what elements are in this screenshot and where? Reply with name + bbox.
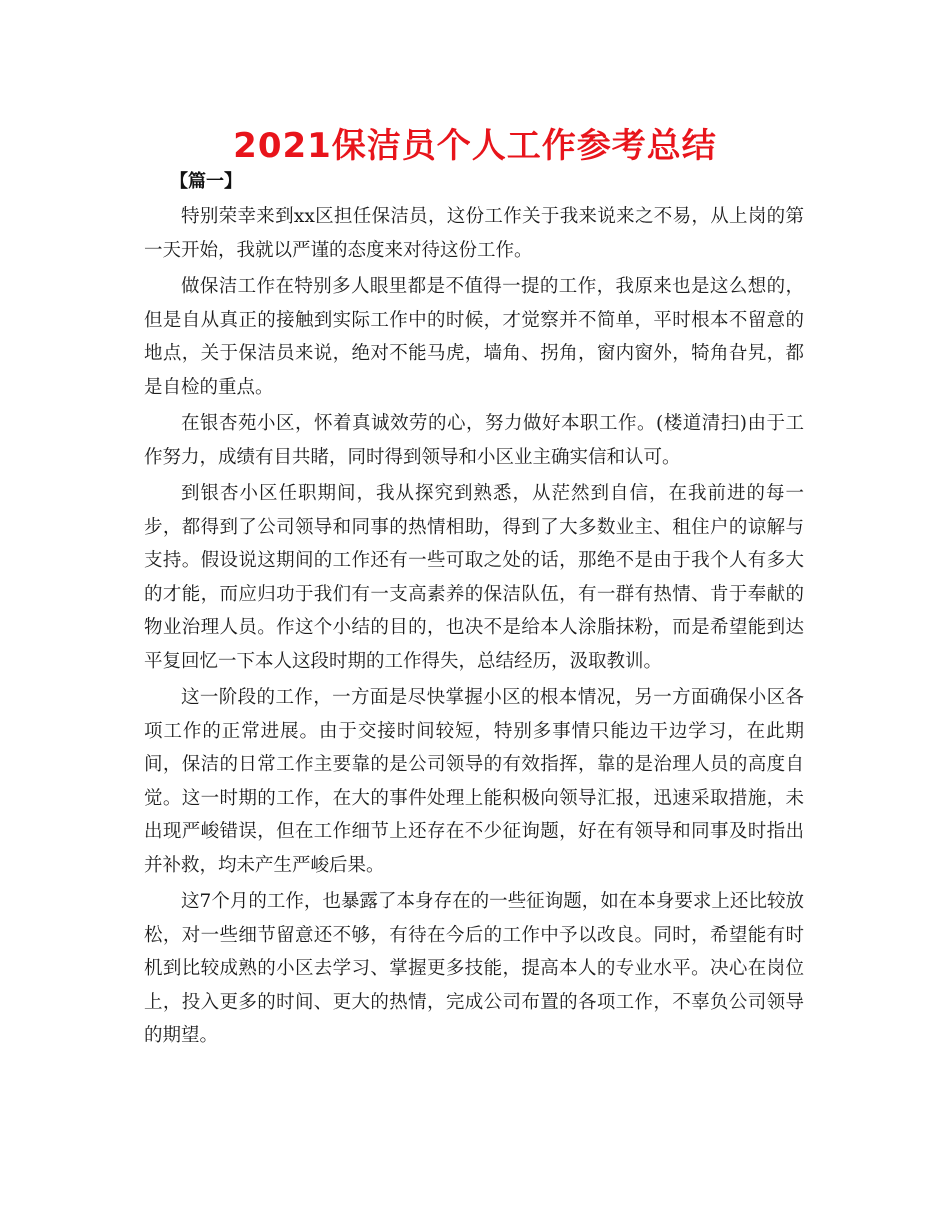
page-title: 2021保洁员个人工作参考总结 xyxy=(233,126,717,166)
document-body xyxy=(144,200,804,1056)
paragraph: 做保洁工作在特别多人眼里都是不值得一提的工作，我原来也是这么想的，但是自从真正的接触到实际工作中的时候，才觉察并不简单，平时根本不留意的地点，关于保洁员来说，绝对不能马虎，墙角、拐角，窗内窗外，犄角旮旯，都是自检的重点。 xyxy=(144,276,804,398)
paragraph: 在银杏苑小区，怀着真诚效劳的心，努力做好本职工作。(楼道清扫)由于工作努力，成绩有目共睹，同时得到领导和小区业主确实信和认可。 xyxy=(144,413,804,468)
section-label: 【篇一】 xyxy=(170,171,242,192)
paragraph: 特别荣幸来到xx区担任保洁员，这份工作关于我来说来之不易，从上岗的第一天开始，我就以严谨的态度来对待这份工作。 xyxy=(144,206,804,261)
paragraph: 这一阶段的工作，一方面是尽快掌握小区的根本情况，另一方面确保小区各项工作的正常进展。由于交接时间较短，特别多事情只能边干边学习，在此期间，保洁的日常工作主要靠的是公司领导的有效指挥，靠的是治理人员的高度自觉。这一时期的工作，在大的事件处理上能积极向领导汇报，迅速采取措施，未出现严峻错误，但在工作细节上还存在不少征询题，好在有领导和同事及时指出并补救，均未产生严峻后果。 xyxy=(144,687,804,876)
paragraph: 这7个月的工作，也暴露了本身存在的一些征询题，如在本身要求上还比较放松，对一些细节留意还不够，有待在今后的工作中予以改良。同时，希望能有时机到比较成熟的小区去学习、掌握更多技能，提高本人的专业水平。决心在岗位上，投入更多的时间、更大的热情，完成公司布置的各项工作，不辜负公司领导的期望。 xyxy=(144,891,804,1046)
paragraph: 到银杏小区任职期间，我从探究到熟悉，从茫然到自信，在我前进的每一步，都得到了公司领导和同事的热情相助，得到了大多数业主、租住户的谅解与支持。假设说这期间的工作还有一些可取之处的话，那绝不是由于我个人有多大的才能，而应归功于我们有一支高素养的保洁队伍，有一群有热情、肯于奉献的物业治理人员。作这个小结的目的，也决不是给本人涂脂抹粉，而是希望能到达平复回忆一下本人这段时期的工作得失，总结经历，汲取教训。 xyxy=(144,483,804,672)
